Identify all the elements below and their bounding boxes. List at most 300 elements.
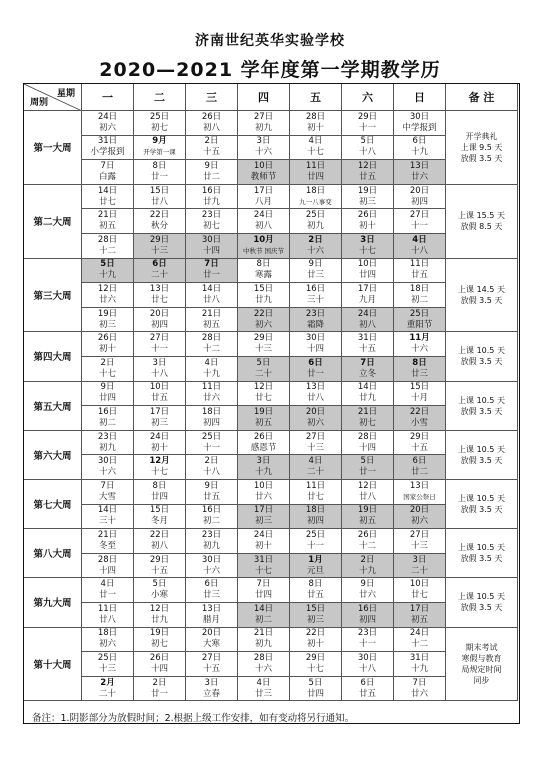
day-date: 29日	[409, 431, 430, 442]
day-lunar: 十七	[358, 245, 376, 256]
day-date: 7日	[412, 677, 427, 688]
day-lunar: 初三	[306, 614, 324, 625]
day-cell	[394, 628, 446, 653]
day-cell	[342, 209, 394, 234]
day-date: 15日	[409, 382, 430, 393]
day-lunar: 十四	[98, 565, 116, 576]
day-cell	[134, 259, 186, 284]
day-lunar: 立春	[202, 688, 220, 699]
day-lunar: 初五	[358, 516, 376, 527]
day-date: 14日	[97, 505, 118, 516]
day-cell	[82, 160, 134, 185]
day-lunar: 十八	[358, 663, 376, 674]
day-cell	[134, 308, 186, 333]
day-cell	[238, 111, 290, 136]
day-date: 13日	[409, 160, 430, 171]
day-cell	[238, 136, 290, 161]
day-lunar: 廿八	[202, 294, 220, 305]
day-date: 6日	[412, 136, 427, 147]
day-lunar: 初六	[254, 319, 272, 330]
day-cell	[394, 234, 446, 259]
day-cell	[394, 357, 446, 382]
day-date: 14日	[253, 603, 274, 614]
day-cell	[342, 431, 394, 456]
day-lunar: 十三	[306, 442, 324, 453]
day-date: 10日	[253, 480, 274, 491]
day-lunar: 廿四	[306, 688, 324, 699]
day-date: 2日	[204, 136, 219, 147]
day-lunar: 初四	[150, 319, 168, 330]
day-cell	[290, 308, 342, 333]
day-lunar: 廿四	[254, 590, 272, 601]
day-cell	[134, 160, 186, 185]
day-lunar: 十四	[202, 245, 220, 256]
day-lunar: 十九	[358, 565, 376, 576]
day-lunar: 十二	[202, 344, 220, 355]
day-cell	[394, 603, 446, 628]
day-lunar: 初八	[150, 540, 168, 551]
day-cell	[238, 578, 290, 603]
day-lunar: 初十	[150, 442, 168, 453]
day-lunar: 开学第一课	[143, 148, 176, 157]
day-date: 27日	[201, 652, 222, 663]
day-cell	[238, 431, 290, 456]
calendar-table	[23, 83, 520, 724]
header-notes: 备 注	[446, 84, 518, 111]
day-cell	[134, 431, 186, 456]
day-cell	[394, 136, 446, 161]
day-lunar: 初九	[202, 540, 220, 551]
day-date: 5日	[256, 357, 271, 368]
day-lunar: 初七	[150, 639, 168, 650]
day-cell	[82, 382, 134, 407]
day-cell	[342, 628, 394, 653]
day-cell	[134, 111, 186, 136]
day-lunar: 十七	[98, 368, 116, 379]
day-date: 14日	[201, 283, 222, 294]
day-lunar: 初四	[358, 614, 376, 625]
day-lunar: 中秋节 国庆节	[242, 246, 285, 255]
week-label: 第七大周	[24, 480, 82, 529]
day-date: 29日	[253, 333, 274, 344]
day-cell	[186, 160, 238, 185]
day-date: 5日	[100, 259, 115, 270]
day-lunar: 初九	[306, 221, 324, 232]
day-cell	[290, 529, 342, 554]
day-date: 14日	[357, 382, 378, 393]
day-lunar: 初十	[254, 540, 272, 551]
day-cell	[290, 578, 342, 603]
day-cell	[290, 628, 342, 653]
day-cell	[290, 431, 342, 456]
day-lunar: 十九	[98, 270, 116, 281]
day-cell	[290, 259, 342, 284]
day-date: 10日	[357, 259, 378, 270]
day-date: 8日	[412, 357, 427, 368]
day-lunar: 廿七	[254, 393, 272, 404]
day-cell	[342, 480, 394, 505]
day-date: 6日	[308, 357, 323, 368]
day-cell	[186, 554, 238, 579]
header-day: 六	[342, 84, 394, 111]
day-cell	[290, 382, 342, 407]
day-lunar: 十六	[254, 147, 272, 158]
day-lunar: 十一	[306, 540, 324, 551]
day-cell	[82, 529, 134, 554]
day-cell	[394, 259, 446, 284]
day-lunar: 初三	[98, 319, 116, 330]
day-cell	[342, 259, 394, 284]
day-date: 24日	[253, 529, 274, 540]
day-date: 18日	[305, 505, 326, 516]
day-lunar: 廿五	[410, 270, 428, 281]
day-date: 19日	[97, 308, 118, 319]
day-date: 12日	[97, 283, 118, 294]
day-lunar: 初二	[254, 614, 272, 625]
day-cell	[186, 259, 238, 284]
day-date: 23日	[201, 529, 222, 540]
day-date: 11日	[305, 480, 326, 491]
day-date: 29日	[305, 652, 326, 663]
day-cell	[134, 578, 186, 603]
day-lunar: 廿六	[254, 491, 272, 502]
day-lunar: 十七	[150, 467, 168, 478]
day-lunar: 大雪	[98, 491, 116, 502]
day-date: 4日	[412, 234, 427, 245]
day-cell	[134, 406, 186, 431]
week-note: 期末考试 寒假与教育 局规定时间 同步	[446, 628, 518, 702]
day-date: 2日	[152, 677, 167, 688]
day-lunar: 初九	[98, 442, 116, 453]
day-lunar: 廿六	[358, 590, 376, 601]
day-date: 15日	[253, 283, 274, 294]
day-date: 14日	[97, 185, 118, 196]
day-lunar: 廿五	[358, 171, 376, 182]
day-cell	[290, 677, 342, 702]
week-note: 开学典礼 上课 9.5 天 放假 3.5 天	[446, 111, 518, 185]
day-cell	[238, 185, 290, 210]
day-date: 15日	[305, 603, 326, 614]
day-date: 24日	[253, 210, 274, 221]
day-cell	[82, 357, 134, 382]
day-lunar: 腊月	[202, 614, 220, 625]
day-cell	[290, 209, 342, 234]
week-note: 上课 10.5 天 放假 3.5 天	[446, 578, 518, 627]
day-date: 5日	[152, 579, 167, 590]
day-lunar: 秋分	[150, 221, 168, 232]
day-lunar: 廿六	[410, 688, 428, 699]
day-date: 19日	[357, 505, 378, 516]
day-cell	[342, 111, 394, 136]
day-date: 30日	[201, 554, 222, 565]
day-lunar: 十八	[358, 147, 376, 158]
day-date: 13日	[409, 480, 430, 491]
day-lunar: 十二	[358, 540, 376, 551]
day-lunar: 廿七	[150, 294, 168, 305]
day-cell	[186, 529, 238, 554]
week-note: 上课 10.5 天 放假 3.5 天	[446, 480, 518, 529]
day-date: 11月	[409, 333, 430, 344]
day-lunar: 初五	[254, 417, 272, 428]
day-lunar: 廿三	[306, 270, 324, 281]
day-date: 19日	[357, 185, 378, 196]
day-lunar: 十三	[150, 245, 168, 256]
day-lunar: 廿一	[98, 590, 116, 601]
day-date: 20日	[305, 406, 326, 417]
week-label: 第八大周	[24, 529, 82, 578]
day-lunar: 十七	[306, 147, 324, 158]
header-day: 五	[290, 84, 342, 111]
day-lunar: 元旦	[306, 565, 324, 576]
day-date: 31日	[409, 652, 430, 663]
day-lunar: 十一	[410, 221, 428, 232]
day-date: 2月	[100, 677, 115, 688]
day-cell	[134, 603, 186, 628]
week-label: 第六大周	[24, 431, 82, 480]
day-cell	[186, 578, 238, 603]
day-cell	[394, 160, 446, 185]
day-date: 31日	[253, 554, 274, 565]
day-date: 25日	[409, 308, 430, 319]
day-lunar: 廿七	[98, 196, 116, 207]
day-cell	[342, 308, 394, 333]
day-cell	[290, 406, 342, 431]
day-lunar: 初六	[306, 417, 324, 428]
day-cell	[82, 308, 134, 333]
day-lunar: 廿五	[150, 393, 168, 404]
header-corner	[24, 84, 82, 111]
day-date: 17日	[253, 185, 274, 196]
day-date: 15日	[149, 505, 170, 516]
day-cell	[394, 677, 446, 702]
day-date: 27日	[149, 333, 170, 344]
day-lunar: 十八	[202, 467, 220, 478]
day-lunar: 廿九	[150, 614, 168, 625]
day-date: 20日	[409, 505, 430, 516]
week-note: 上课 10.5 天 放假 3.5 天	[446, 431, 518, 480]
day-lunar: 十月	[410, 393, 428, 404]
day-date: 2日	[100, 357, 115, 368]
day-cell	[290, 136, 342, 161]
day-date: 7日	[360, 357, 375, 368]
day-lunar: 小寒	[150, 590, 168, 601]
header-day: 日	[394, 84, 446, 111]
day-date: 3日	[412, 554, 427, 565]
day-lunar: 十六	[98, 467, 116, 478]
day-date: 19日	[253, 406, 274, 417]
day-cell	[134, 652, 186, 677]
day-cell	[394, 578, 446, 603]
day-date: 18日	[201, 406, 222, 417]
day-cell	[238, 652, 290, 677]
day-lunar: 初五	[98, 221, 116, 232]
day-lunar: 二十	[410, 565, 428, 576]
day-date: 12日	[357, 480, 378, 491]
day-date: 13日	[305, 382, 326, 393]
day-cell	[342, 554, 394, 579]
day-date: 30日	[357, 652, 378, 663]
day-cell	[342, 185, 394, 210]
day-date: 27日	[409, 210, 430, 221]
header-day: 二	[134, 84, 186, 111]
day-lunar: 初九	[254, 122, 272, 133]
day-date: 17日	[253, 505, 274, 516]
day-lunar: 十六	[254, 663, 272, 674]
day-cell	[290, 455, 342, 480]
day-lunar: 廿九	[254, 294, 272, 305]
day-date: 9日	[360, 579, 375, 590]
day-date: 26日	[201, 111, 222, 122]
day-cell	[342, 234, 394, 259]
page-title: 2020—2021 学年度第一学期教学历	[99, 59, 441, 81]
day-cell	[186, 431, 238, 456]
day-lunar: 十四	[150, 663, 168, 674]
day-lunar: 十七	[306, 663, 324, 674]
day-lunar: 中学报到	[402, 122, 437, 133]
day-lunar: 初十	[98, 344, 116, 355]
day-date: 4日	[308, 456, 323, 467]
day-cell	[186, 603, 238, 628]
day-date: 19日	[149, 628, 170, 639]
day-lunar: 廿二	[202, 171, 220, 182]
day-cell	[342, 505, 394, 530]
day-lunar: 廿二	[410, 467, 428, 478]
day-cell	[394, 283, 446, 308]
day-cell	[82, 652, 134, 677]
week-label: 第一大周	[24, 111, 82, 185]
day-lunar: 初四	[202, 417, 220, 428]
day-date: 12日	[253, 382, 274, 393]
day-cell	[186, 332, 238, 357]
day-lunar: 十五	[358, 344, 376, 355]
day-lunar: 十一	[358, 122, 376, 133]
week-label: 第五大周	[24, 382, 82, 431]
day-lunar: 教师节	[250, 171, 277, 182]
day-cell	[134, 283, 186, 308]
day-lunar: 廿一	[202, 270, 220, 281]
day-lunar: 十五	[202, 663, 220, 674]
day-cell	[238, 357, 290, 382]
day-cell	[82, 209, 134, 234]
footer-note: 备注：1.阴影部分为放假时间；2.根据上级工作安排，如有变动将另行通知。	[32, 712, 355, 724]
day-date: 8日	[152, 480, 167, 491]
week-label: 第二大周	[24, 185, 82, 259]
day-date: 28日	[253, 652, 274, 663]
day-cell	[82, 431, 134, 456]
day-date: 6日	[152, 259, 167, 270]
day-lunar: 廿八	[98, 614, 116, 625]
day-date: 16日	[201, 505, 222, 516]
day-date: 10日	[409, 579, 430, 590]
day-date: 9日	[308, 259, 323, 270]
day-cell	[290, 332, 342, 357]
day-date: 9日	[100, 382, 115, 393]
day-date: 7日	[204, 259, 219, 270]
day-lunar: 初七	[150, 122, 168, 133]
day-date: 9日	[204, 160, 219, 171]
day-date: 26日	[357, 529, 378, 540]
day-date: 11日	[409, 259, 430, 270]
day-date: 13日	[201, 603, 222, 614]
day-lunar: 小雪	[410, 417, 428, 428]
week-label: 第四大周	[24, 332, 82, 381]
day-date: 17日	[149, 406, 170, 417]
day-date: 3日	[256, 456, 271, 467]
day-cell	[134, 136, 186, 161]
day-date: 28日	[357, 431, 378, 442]
day-date: 30日	[97, 456, 118, 467]
day-cell	[134, 382, 186, 407]
day-date: 2日	[308, 234, 323, 245]
day-date: 25日	[305, 529, 326, 540]
day-lunar: 初十	[306, 122, 324, 133]
day-lunar: 初十	[358, 221, 376, 232]
day-cell	[186, 209, 238, 234]
day-cell	[134, 677, 186, 702]
day-date: 18日	[305, 185, 326, 196]
day-lunar: 九月	[358, 294, 376, 305]
day-cell	[134, 234, 186, 259]
day-cell	[290, 357, 342, 382]
day-lunar: 廿一	[358, 467, 376, 478]
day-lunar: 初二	[202, 516, 220, 527]
day-cell	[238, 234, 290, 259]
day-lunar: 冬月	[150, 516, 168, 527]
day-lunar: 廿六	[410, 171, 428, 182]
day-date: 16日	[97, 406, 118, 417]
day-date: 12日	[357, 160, 378, 171]
day-cell	[82, 505, 134, 530]
day-date: 30日	[409, 111, 430, 122]
day-cell	[82, 628, 134, 653]
corner-weekday-label: 星期	[56, 89, 75, 99]
day-cell	[82, 283, 134, 308]
day-date: 21日	[201, 308, 222, 319]
day-cell	[238, 283, 290, 308]
day-date: 7日	[100, 480, 115, 491]
day-date: 22日	[409, 406, 430, 417]
day-date: 4日	[308, 136, 323, 147]
day-date: 29日	[357, 111, 378, 122]
day-lunar: 十八	[410, 245, 428, 256]
day-date: 22日	[149, 529, 170, 540]
day-cell	[394, 406, 446, 431]
day-date: 13日	[149, 283, 170, 294]
day-cell	[134, 554, 186, 579]
day-date: 26日	[97, 333, 118, 344]
day-cell	[342, 652, 394, 677]
day-date: 31日	[357, 333, 378, 344]
day-lunar: 廿一	[150, 688, 168, 699]
day-cell	[134, 505, 186, 530]
day-cell	[290, 234, 342, 259]
day-date: 30日	[201, 234, 222, 245]
day-lunar: 二十	[150, 270, 168, 281]
day-lunar: 廿五	[358, 688, 376, 699]
day-cell	[342, 578, 394, 603]
day-cell	[238, 505, 290, 530]
day-cell	[134, 455, 186, 480]
day-date: 2日	[204, 456, 219, 467]
day-cell	[290, 603, 342, 628]
day-lunar: 廿四	[98, 393, 116, 404]
week-note: 上课 10.5 天 放假 3.5 天	[446, 382, 518, 431]
day-lunar: 十六	[202, 565, 220, 576]
day-lunar: 感恩节	[250, 442, 277, 453]
day-cell	[82, 677, 134, 702]
day-lunar: 三十	[306, 294, 324, 305]
day-lunar: 霜降	[306, 319, 324, 330]
